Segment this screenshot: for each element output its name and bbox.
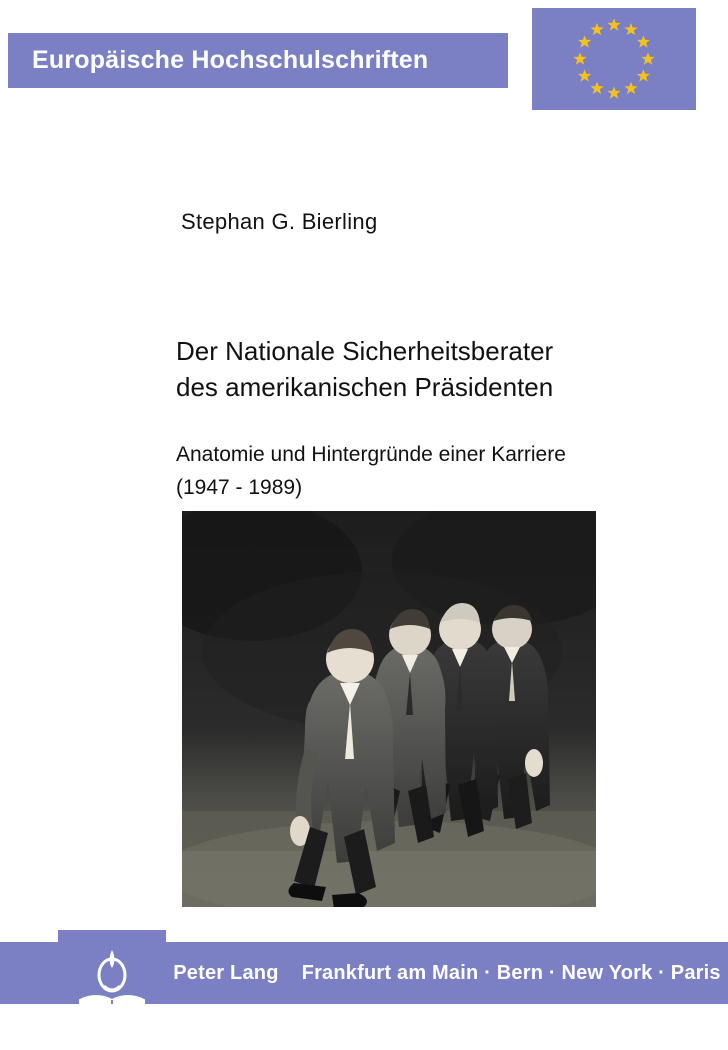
publisher-name: Peter Lang <box>173 961 279 984</box>
eu-flag <box>532 8 696 110</box>
subtitle-line-1: Anatomie und Hintergründe einer Karriere <box>176 443 566 466</box>
cover-photo <box>182 511 596 907</box>
series-title: Europäische Hochschulschriften <box>32 46 429 74</box>
cover-photo-illustration <box>182 511 596 907</box>
publisher-cities: Frankfurt am Main · Bern · New York · Paris <box>301 961 721 984</box>
title-line-1: Der Nationale Sicherheitsberater <box>176 336 554 366</box>
book-title <box>176 333 696 405</box>
book-subtitle <box>176 438 696 504</box>
author-name: Stephan G. Bierling <box>181 209 378 234</box>
subtitle-line-2: (1947 - 1989) <box>176 476 303 499</box>
series-banner <box>8 33 508 88</box>
title-line-2: des amerikanischen Präsidenten <box>176 372 554 402</box>
bottom-white-margin <box>0 1004 728 1050</box>
publisher-imprint <box>173 962 720 985</box>
eu-stars-icon <box>532 8 696 110</box>
